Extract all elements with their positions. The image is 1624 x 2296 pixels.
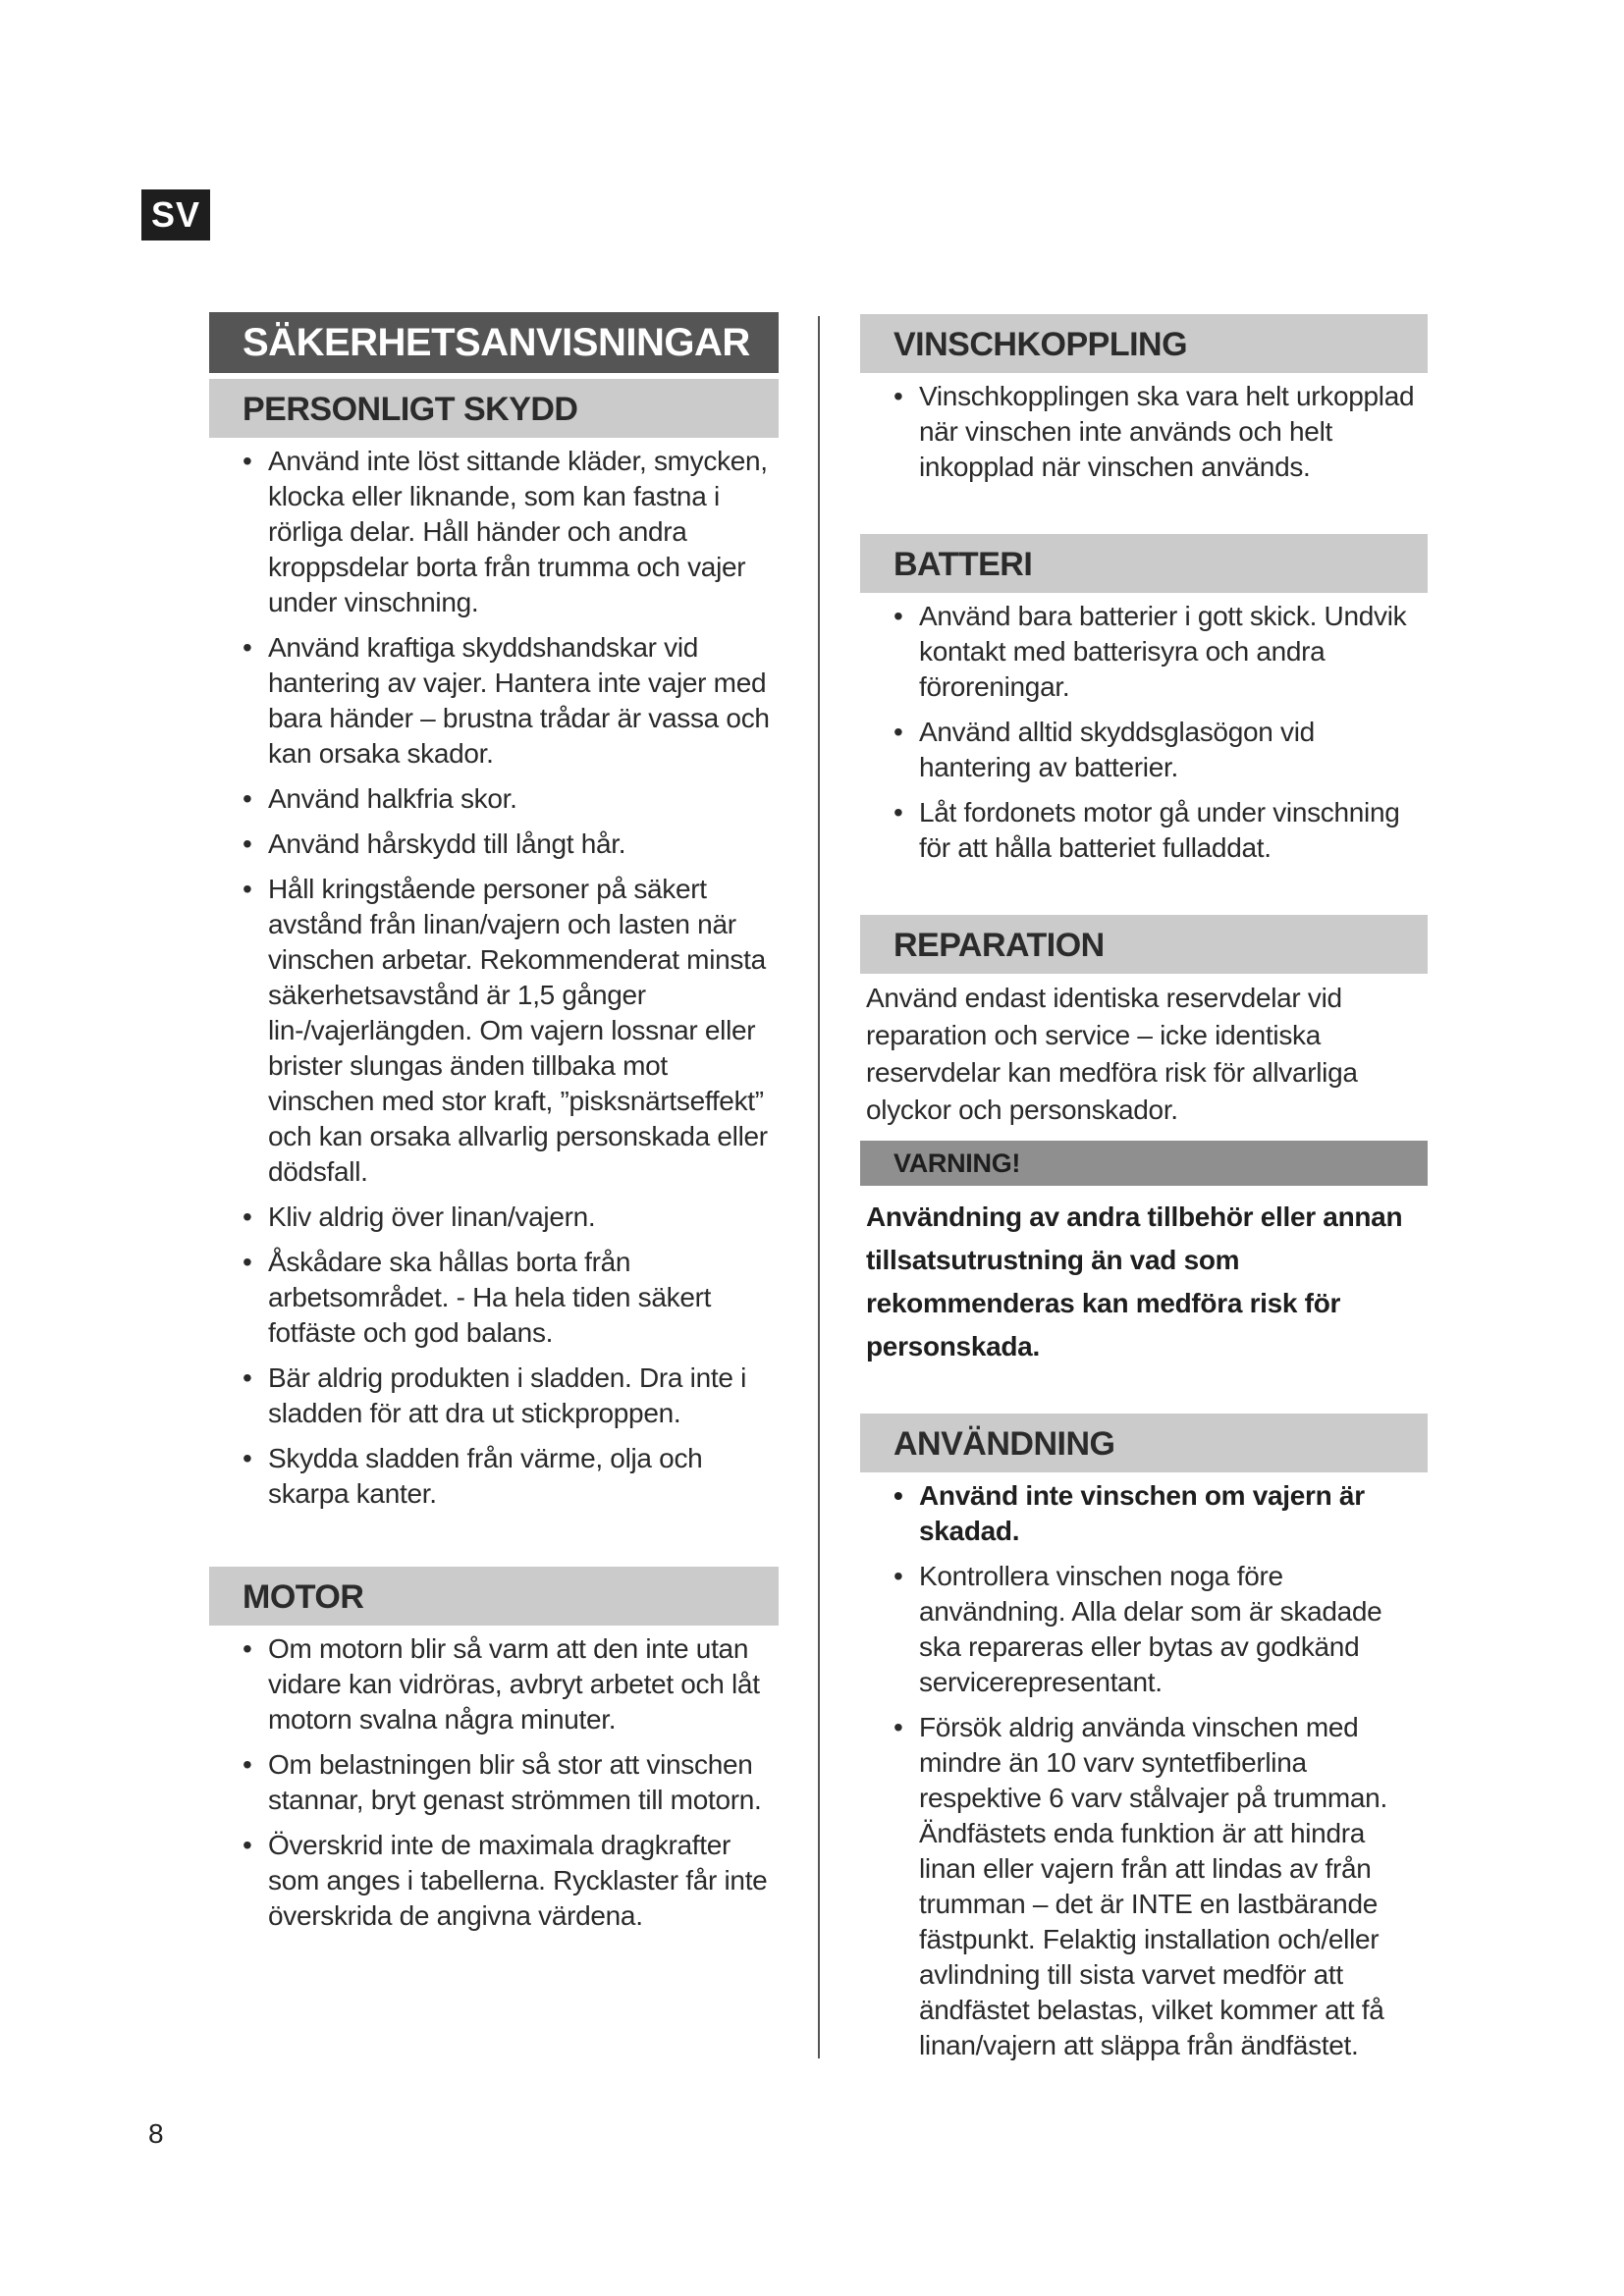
winch-coupling-list xyxy=(860,379,1428,485)
section-heading-motor: MOTOR xyxy=(209,1567,779,1626)
bullet-icon: • xyxy=(893,381,903,411)
list-item: • Håll kringstående personer på säkert avstånd från linan/vajern och lasten när vinschen arbetar. Rekommenderat minsta säkerhetsavstånd är 1,5 gånger lin-/vajerlängden. Om vajern lossnar eller brister slungas änden tillbaka mot vinschen med stor kraft, ”pisksnärtseffekt” och kan orsaka allvarlig personskada eller dödsfall. xyxy=(243,874,768,1187)
bullet-icon: • xyxy=(893,1712,903,1742)
list-item: • Om belastningen blir så stor att vinschen stannar, bryt genast strömmen till motorn. xyxy=(243,1749,762,1815)
battery-list xyxy=(860,599,1428,866)
list-item: • Kontrollera vinschen noga före användning. Alla delar som är skadade ska repareras eller bytas av godkänd servicerepresentant. xyxy=(893,1561,1382,1697)
personal-protection-list xyxy=(209,444,779,1512)
bullet-icon: • xyxy=(243,828,252,859)
page-title: SÄKERHETSANVISNINGAR xyxy=(209,312,779,373)
bullet-icon: • xyxy=(243,1201,252,1232)
left-column xyxy=(209,312,779,1944)
bullet-icon: • xyxy=(243,632,252,663)
list-item: • Om motorn blir så varm att den inte utan vidare kan vidröras, avbryt arbetet och låt motorn svalna några minuter. xyxy=(243,1633,760,1735)
list-item: • Använd halkfria skor. xyxy=(209,781,779,817)
bullet-icon: • xyxy=(893,601,903,631)
bullet-icon: • xyxy=(243,1749,252,1780)
list-item: • Använd alltid skyddsglasögon vid hantering av batterier. xyxy=(893,717,1315,782)
section-heading-usage: ANVÄNDNING xyxy=(860,1414,1428,1472)
section-heading-winch-coupling: VINSCHKOPPLING xyxy=(860,314,1428,373)
list-item: • Använd kraftiga skyddshandskar vid hantering av vajer. Hantera inte vajer med bara händer – brustna trådar är vassa och kan orsaka skador. xyxy=(243,632,770,769)
motor-list xyxy=(209,1631,779,1934)
right-column xyxy=(860,314,1428,2073)
list-item: • Skydda sladden från värme, olja och skarpa kanter. xyxy=(243,1443,703,1509)
list-item: • Låt fordonets motor gå under vinschning för att hålla batteriet fulladdat. xyxy=(893,797,1400,863)
bullet-icon: • xyxy=(893,797,903,828)
list-item: • Åskådare ska hållas borta från arbetsområdet. - Ha hela tiden säkert fotfäste och god balans. xyxy=(243,1247,712,1348)
bullet-icon: • xyxy=(243,1247,252,1277)
list-item: • Använd bara batterier i gott skick. Undvik kontakt med batterisyra och andra föroreningar. xyxy=(893,601,1407,702)
bullet-icon: • xyxy=(243,446,252,476)
list-item: • Kliv aldrig över linan/vajern. xyxy=(209,1200,779,1235)
page-number: 8 xyxy=(148,2118,164,2149)
usage-list xyxy=(860,1478,1428,2063)
repair-text: Använd endast identiska reservdelar vid reparation och service – icke identiska reservdelar kan medföra risk för allvarliga olyckor och personskador. xyxy=(866,983,1358,1125)
list-item: • Använd inte löst sittande kläder, smycken, klocka eller liknande, som kan fastna i rörliga delar. Håll händer och andra kroppsdelar borta från trumma och vajer under vinschning. xyxy=(243,446,768,617)
list-item: • Använd hårskydd till långt hår. xyxy=(209,827,779,862)
bullet-icon: • xyxy=(243,1633,252,1664)
list-item: • Försök aldrig använda vinschen med mindre än 10 varv syntetfiberlina respektive 6 varv stålvajer på trumman. Ändfästets enda funktion är att hindra linan eller vajern från att lindas av från trumman – det är INTE en lastbärande fästpunkt. Felaktig installation och/eller avlindning till sista varvet medför att ändfästet belastas, vilket kommer att få linan/vajern att släppa från ändfästet. xyxy=(893,1712,1387,2060)
warning-heading: VARNING! xyxy=(860,1141,1428,1186)
bullet-icon: • xyxy=(243,1443,252,1473)
bullet-icon: • xyxy=(893,717,903,747)
column-divider xyxy=(818,316,820,2058)
bullet-icon: • xyxy=(243,783,252,814)
language-badge: SV xyxy=(141,189,210,240)
section-heading-repair: REPARATION xyxy=(860,915,1428,974)
bullet-icon: • xyxy=(243,1362,252,1393)
list-item: • Överskrid inte de maximala dragkrafter som anges i tabellerna. Rycklaster får inte överskrida de angivna värdena. xyxy=(243,1830,768,1931)
bullet-icon: • xyxy=(243,874,252,904)
warning-text: Användning av andra tillbehör eller annan tillsatsutrustning än vad som rekommenderas kan medföra risk för personskada. xyxy=(866,1201,1403,1362)
list-item: • Vinschkopplingen ska vara helt urkopplad när vinschen inte används och helt inkopplad när vinschen används. xyxy=(893,381,1415,482)
bullet-icon: • xyxy=(893,1561,903,1591)
section-heading-personal-protection: PERSONLIGT SKYDD xyxy=(209,379,779,438)
list-item: • Bär aldrig produkten i sladden. Dra inte i sladden för att dra ut stickproppen. xyxy=(243,1362,747,1428)
list-item: • Använd inte vinschen om vajern är skadad. xyxy=(893,1480,1365,1546)
bullet-icon: • xyxy=(243,1830,252,1860)
section-heading-battery: BATTERI xyxy=(860,534,1428,593)
bullet-icon: • xyxy=(893,1480,903,1511)
